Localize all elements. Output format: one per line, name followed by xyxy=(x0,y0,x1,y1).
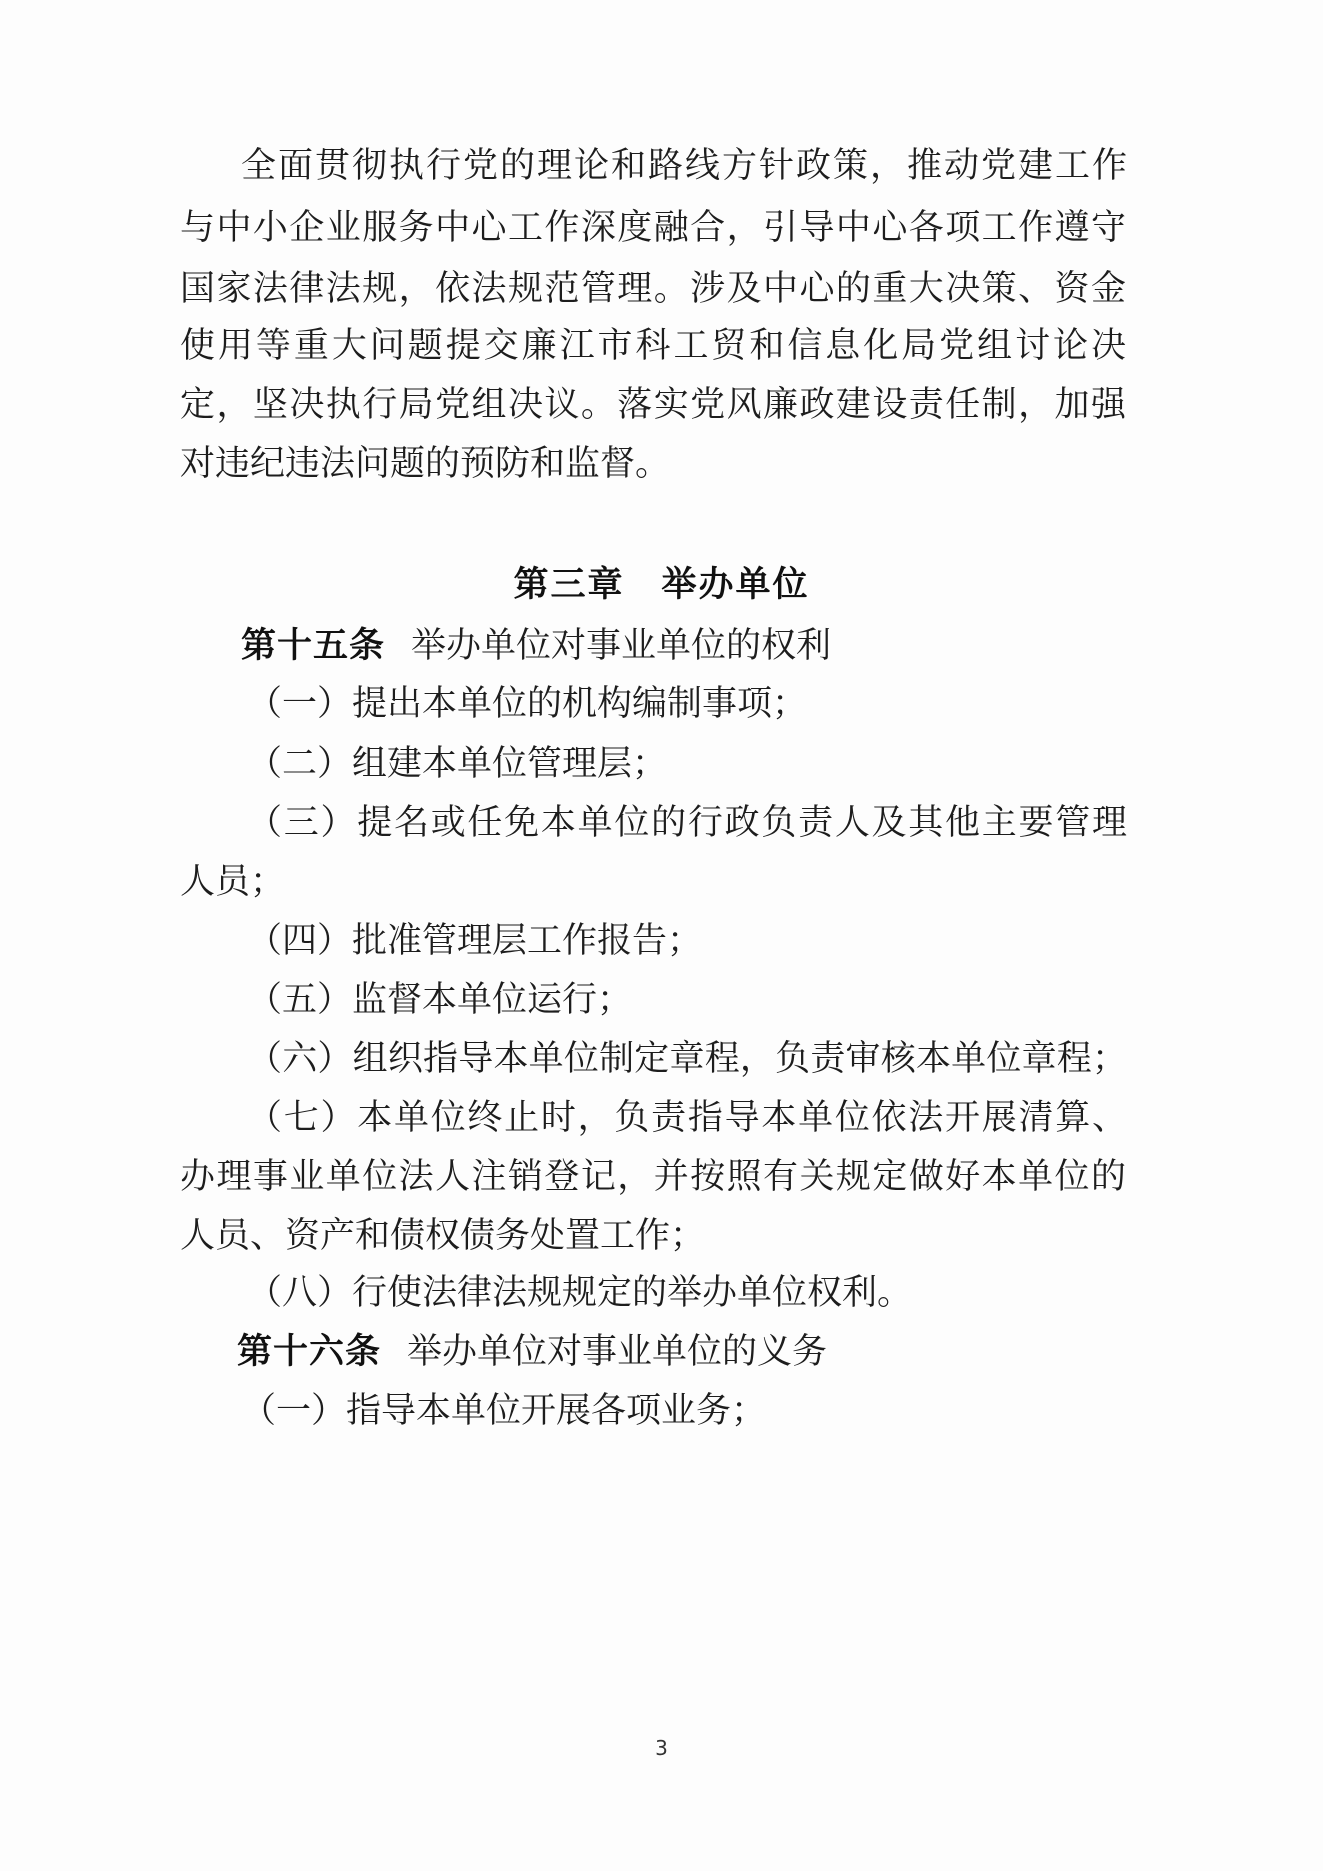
article-15-item-4: （四）批准管理层工作报告； xyxy=(247,921,703,961)
article-15-item-7-line-1: （七）本单位终止时，负责指导本单位依法开展清算、 xyxy=(247,1098,1127,1138)
chapter-title: 第三章 举办单位 xyxy=(513,565,810,605)
intro-line-4: 使用等重大问题提交廉江市科工贸和信息化局党组讨论决 xyxy=(180,326,1126,366)
article-16-title: 举办单位对事业单位的义务 xyxy=(407,1332,828,1372)
article-15-item-7-line-3: 人员、资产和债权债务处置工作； xyxy=(180,1216,706,1256)
intro-line-2: 与中小企业服务中心工作深度融合，引导中心各项工作遵守 xyxy=(180,208,1126,248)
article-15-item-6: （六）组织指导本单位制定章程，负责审核本单位章程； xyxy=(247,1039,1127,1079)
article-15-item-8: （八）行使法律法规规定的举办单位权利。 xyxy=(247,1273,913,1313)
page-number: 3 xyxy=(655,1736,668,1760)
article-16-item-1: （一）指导本单位开展各项业务； xyxy=(241,1391,767,1431)
article-15-label: 第十五条 xyxy=(241,626,386,666)
intro-line-6: 对违纪违法问题的预防和监督。 xyxy=(180,444,671,484)
article-15-item-3-line-1: （三）提名或任免本单位的行政负责人及其他主要管理 xyxy=(247,803,1127,843)
article-15-item-3-line-2: 人员； xyxy=(180,862,286,902)
intro-line-3: 国家法律法规，依法规范管理。涉及中心的重大决策、资金 xyxy=(180,269,1126,309)
article-15-item-7-line-2: 办理事业单位法人注销登记，并按照有关规定做好本单位的 xyxy=(180,1157,1126,1197)
intro-line-5: 定，坚决执行局党组决议。落实党风廉政建设责任制，加强 xyxy=(180,385,1126,425)
intro-line-1: 全面贯彻执行党的理论和路线方针政策，推动党建工作 xyxy=(241,146,1127,186)
article-15-heading xyxy=(241,626,831,666)
article-15-item-1: （一）提出本单位的机构编制事项； xyxy=(247,684,808,724)
article-15-item-5: （五）监督本单位运行； xyxy=(247,980,633,1020)
article-15-item-2: （二）组建本单位管理层； xyxy=(247,744,668,784)
article-16-label: 第十六条 xyxy=(237,1332,382,1372)
article-16-heading xyxy=(237,1332,827,1372)
article-15-title: 举办单位对事业单位的权利 xyxy=(411,626,832,666)
